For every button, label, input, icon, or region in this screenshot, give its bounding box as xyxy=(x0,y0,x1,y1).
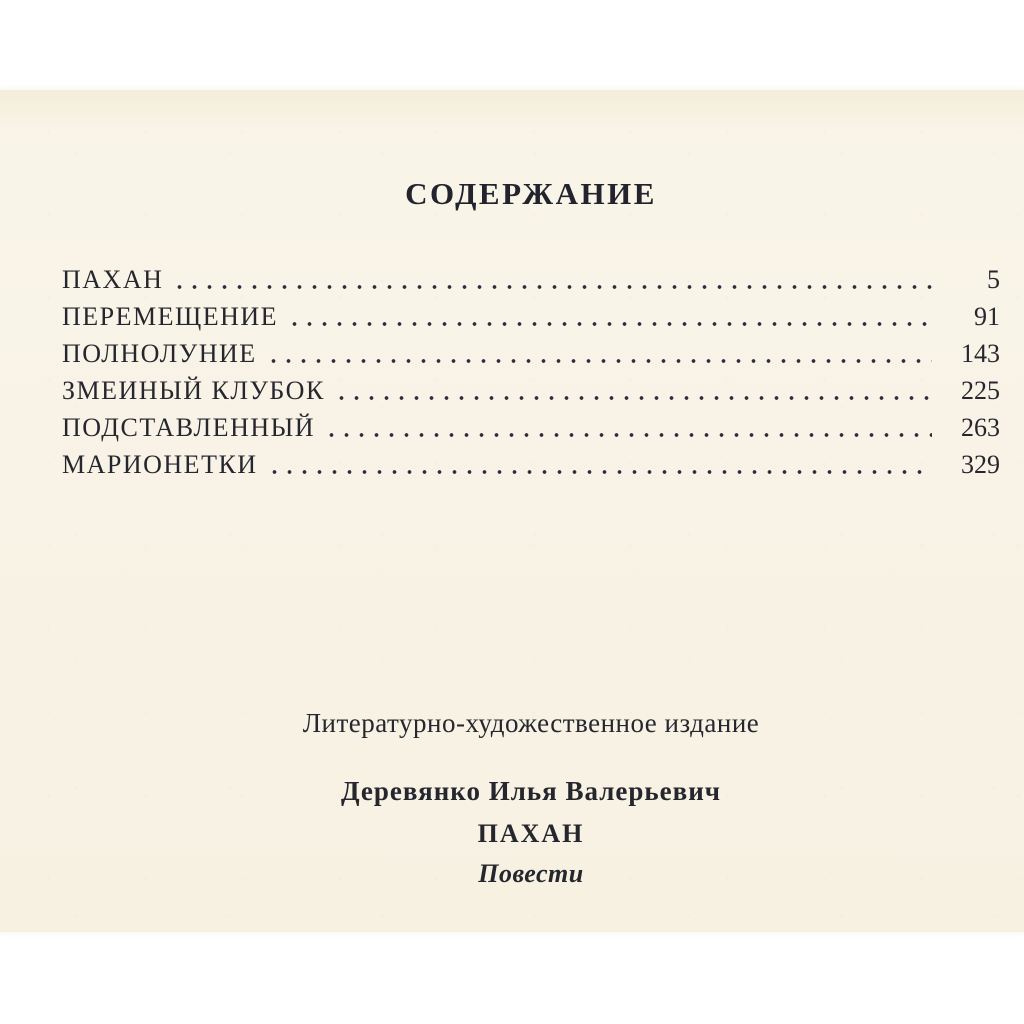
toc-page-number: 91 xyxy=(974,302,1000,331)
edition-type-label: Литературно-художественное издание xyxy=(302,708,760,738)
book-title: ПАХАН xyxy=(477,819,585,848)
page-content xyxy=(62,90,1000,932)
genre-label: Повести xyxy=(478,859,584,888)
toc-page-number: 143 xyxy=(961,339,1000,368)
toc-entry-title: ПОЛНОЛУНИЕ xyxy=(62,339,257,368)
toc-entry-title: МАРИОНЕТКИ xyxy=(62,450,258,479)
toc-page-number: 263 xyxy=(961,413,1000,442)
toc-page-number: 329 xyxy=(961,450,1000,479)
toc-page-number: 5 xyxy=(987,265,1000,294)
colophon xyxy=(62,90,1000,932)
toc-entry-title: ЗМЕИНЫЙ КЛУБОК xyxy=(62,376,325,405)
toc-entry-title: ПЕРЕМЕЩЕНИЕ xyxy=(62,302,279,331)
toc-entry-title: ПАХАН xyxy=(62,265,164,294)
toc-entry-title: ПОДСТАВЛЕННЫЙ xyxy=(62,413,316,442)
toc-page-number: 225 xyxy=(961,376,1000,405)
book-page xyxy=(0,90,1024,932)
author-name: Деревянко Илья Валерьевич xyxy=(340,776,722,806)
contents-title: СОДЕРЖАНИЕ xyxy=(405,176,657,211)
